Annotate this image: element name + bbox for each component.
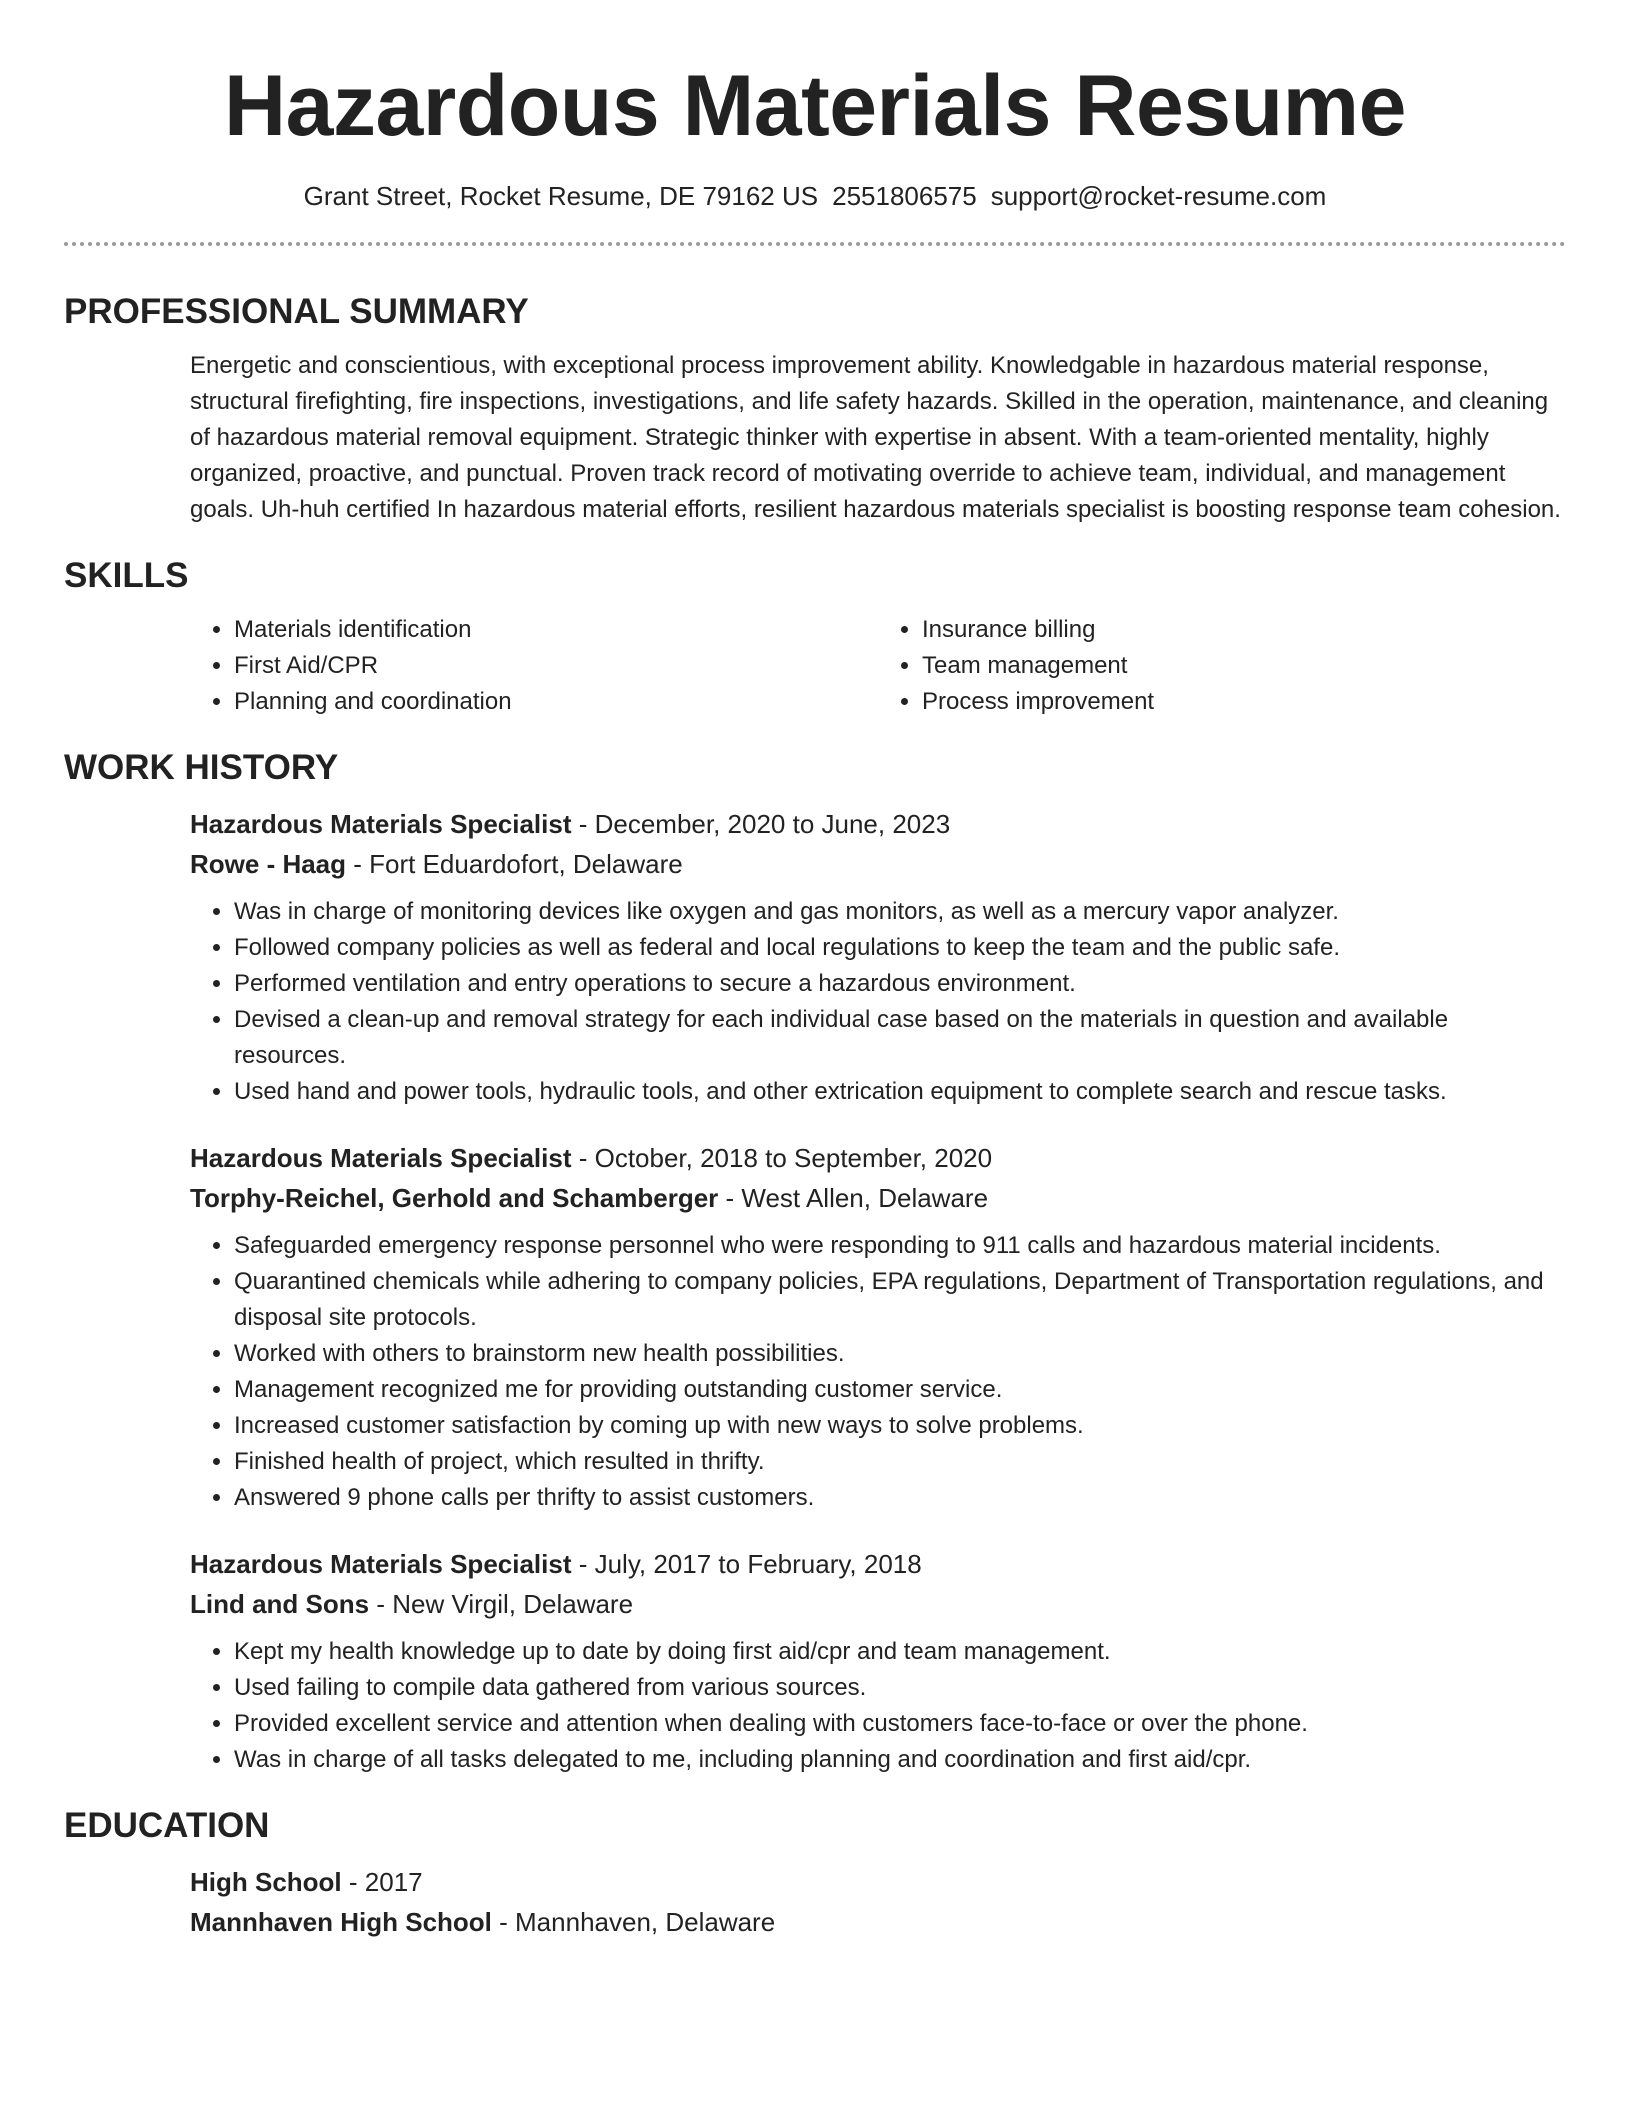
job-company: Lind and Sons [190,1589,370,1619]
job-bullet: • Was in charge of all tasks delegated to me, including planning and coordination and first aid/cpr. [234,1742,1566,1778]
job-entry [190,1544,1566,1778]
job-bullets [190,1228,1566,1516]
job-company-line [190,1584,1566,1624]
skill-item: • Process improvement [922,684,1566,720]
summary-text: Energetic and conscientious, with exceptional process improvement ability. Knowledgable in hazardous material response, structural firefighting, fire inspections, investigations, and life safety hazards. Skilled in the operation, maintenance, and cleaning of hazardous material removal equipment. Strategic thinker with expertise in absent. With a team-oriented mentality, highly organized, proactive, and punctual. Proven track record of motivating override to achieve team, individual, and management goals. Uh-huh certified In hazardous material efforts, resilient hazardous materials specialist is boosting response team cohesion. [190,352,1561,523]
section-title-education: EDUCATION [64,1806,270,1845]
job-dates: - October, 2018 to September, 2020 [571,1143,993,1173]
contact-line [64,178,1566,214]
job-company-line [190,844,1566,884]
job-bullet: • Was in charge of monitoring devices like oxygen and gas monitors, as well as a mercury vapor analyzer. [234,894,1566,930]
resume-title: Hazardous Materials Resume [224,58,1406,154]
education-location: - Mannhaven, Delaware [491,1907,776,1937]
job-bullet: • Used failing to compile data gathered from various sources. [234,1670,1566,1706]
job-entry [190,1138,1566,1516]
job-entry [190,804,1566,1110]
job-bullet: • Followed company policies as well as federal and local regulations to keep the team and the public safe. [234,930,1566,966]
contact-email: support@rocket-resume.com [990,181,1327,211]
job-bullet: • Increased customer satisfaction by coming up with new ways to solve problems. [234,1408,1566,1444]
job-bullet: • Answered 9 phone calls per thrifty to assist customers. [234,1480,1566,1516]
section-title-skills: SKILLS [64,556,189,595]
job-bullet: • Provided excellent service and attention when dealing with customers face-to-face or over the phone. [234,1706,1566,1742]
job-bullet: • Performed ventilation and entry operations to secure a hazardous environment. [234,966,1566,1002]
job-bullet: • Finished health of project, which resulted in thrifty. [234,1444,1566,1480]
education-school-line [190,1902,1566,1942]
job-company-line [190,1178,1566,1218]
job-bullet: • Safeguarded emergency response personnel who were responding to 911 calls and hazardous material incidents. [234,1228,1566,1264]
job-title: Hazardous Materials Specialist [190,1549,572,1579]
job-title-line [190,1138,1566,1178]
job-bullet: • Quarantined chemicals while adhering to company policies, EPA regulations, Department of Transportation regulations, and disposal site protocols. [234,1264,1566,1336]
job-location: - New Virgil, Delaware [369,1589,634,1619]
job-dates: - December, 2020 to June, 2023 [571,809,951,839]
skill-item: • Insurance billing [922,612,1566,648]
job-title-line [190,1544,1566,1584]
job-bullet: • Management recognized me for providing outstanding customer service. [234,1372,1566,1408]
job-title-line [190,804,1566,844]
job-bullet: • Kept my health knowledge up to date by doing first aid/cpr and team management. [234,1634,1566,1670]
contact-address: Grant Street, Rocket Resume, DE 79162 US [303,181,819,211]
education-school: Mannhaven High School [190,1907,492,1937]
education-year: - 2017 [341,1867,423,1897]
contact-phone: 2551806575 [832,181,977,211]
job-bullets [190,894,1566,1110]
job-bullet: • Devised a clean-up and removal strategy for each individual case based on the materials in question and available resources. [234,1002,1566,1074]
header-divider [64,242,1566,246]
job-bullet: • Used hand and power tools, hydraulic tools, and other extrication equipment to complete search and rescue tasks. [234,1074,1566,1110]
job-company: Torphy-Reichel, Gerhold and Schamberger [190,1183,719,1213]
skill-item: • Materials identification [234,612,878,648]
job-dates: - July, 2017 to February, 2018 [571,1549,922,1579]
section-title-work: WORK HISTORY [64,748,339,787]
job-location: - West Allen, Delaware [718,1183,989,1213]
job-title: Hazardous Materials Specialist [190,1143,572,1173]
section-title-summary: PROFESSIONAL SUMMARY [64,292,529,331]
job-title: Hazardous Materials Specialist [190,809,572,839]
job-bullet: • Worked with others to brainstorm new health possibilities. [234,1336,1566,1372]
job-location: - Fort Eduardofort, Delaware [346,849,683,879]
skills-grid [190,612,1566,720]
education-degree: High School [190,1867,342,1897]
skill-item: • First Aid/CPR [234,648,878,684]
skills-list-left [190,612,878,720]
job-bullets [190,1634,1566,1778]
education-degree-line [190,1862,1566,1902]
education-entry [190,1862,1566,1942]
skill-item: • Team management [922,648,1566,684]
resume-page [64,0,1566,1942]
job-company: Rowe - Haag [190,849,347,879]
skills-list-right [878,612,1566,720]
skill-item: • Planning and coordination [234,684,878,720]
